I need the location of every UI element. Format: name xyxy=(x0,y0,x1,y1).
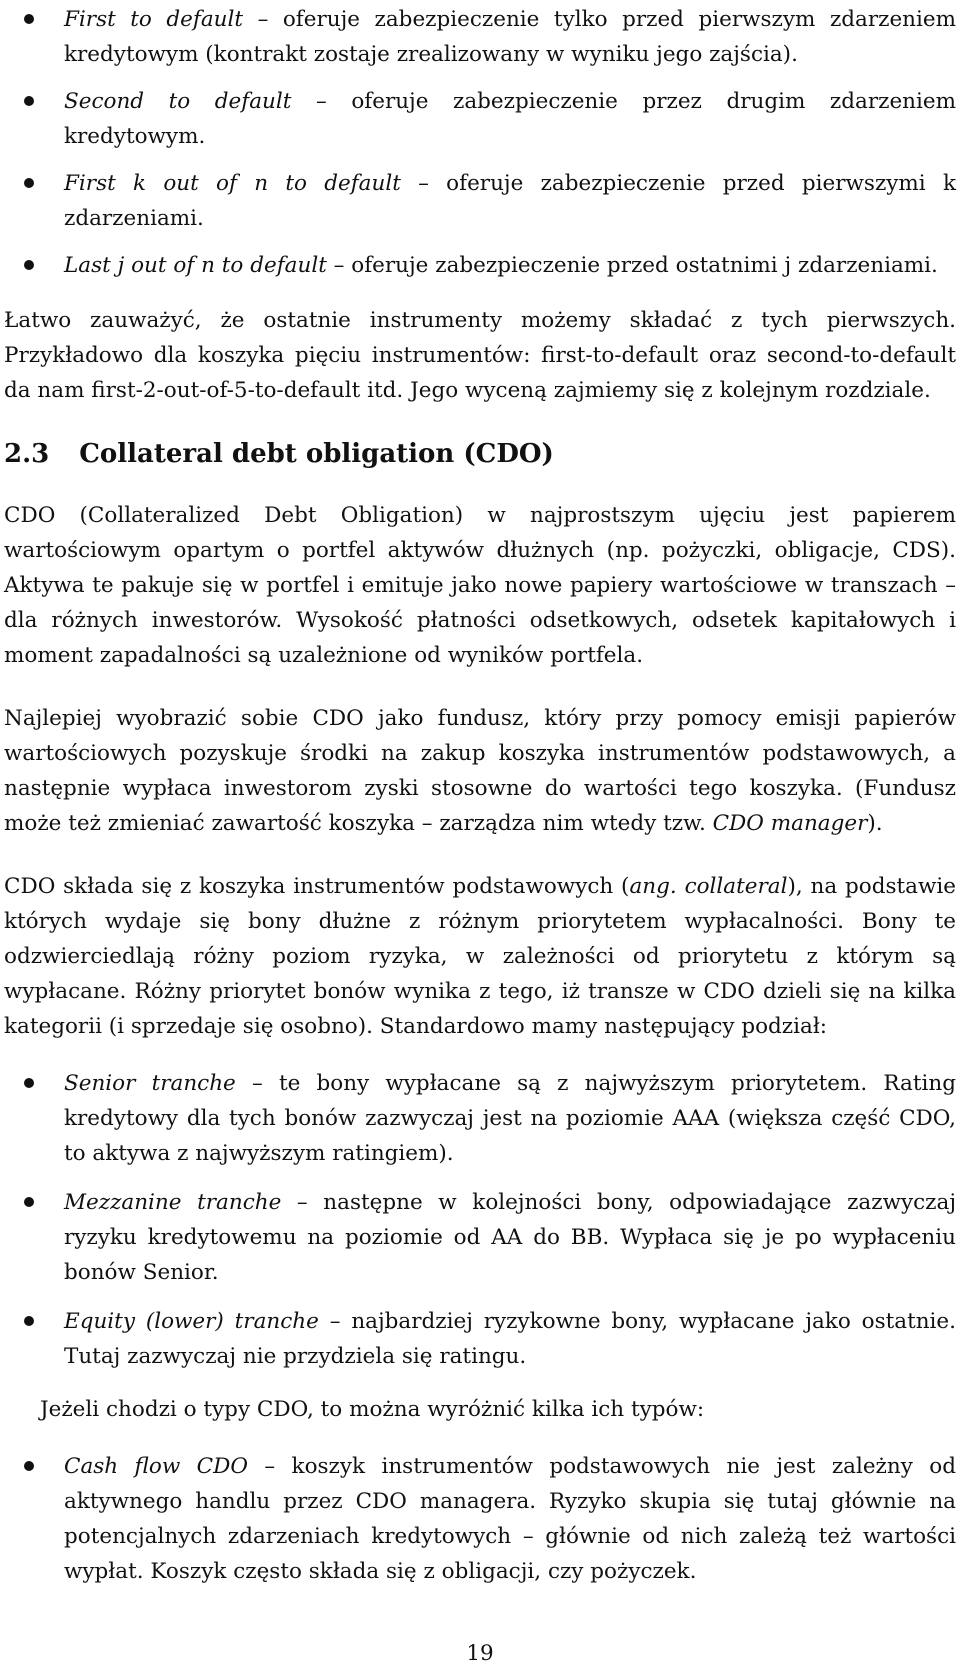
list-item xyxy=(4,1449,956,1589)
item-text: oferuje zabezpieczenie przed ostatnimi j zdarzeniami. xyxy=(351,253,938,278)
bullet-icon xyxy=(24,1461,34,1471)
paragraph-text: CDO składa się z koszyka instrumentów podstawowych ( xyxy=(4,874,630,899)
term: Senior tranche xyxy=(64,1071,236,1096)
dash: – xyxy=(291,89,352,114)
term: CDO manager xyxy=(712,811,868,836)
list-item xyxy=(4,166,956,236)
list-item xyxy=(4,1066,956,1171)
item-text: następne w kolejności bony, odpowiadające zazwyczaj ryzyku kredytowemu na poziomie od AA do BB. Wypłaca się je po wypłaceniu bonów Senior. xyxy=(64,1190,956,1285)
dash: – xyxy=(235,1071,279,1096)
list-item xyxy=(4,84,956,154)
list-item xyxy=(4,248,956,283)
dash: – xyxy=(243,7,283,32)
dash: – xyxy=(281,1190,324,1215)
paragraph-text xyxy=(677,874,685,899)
paragraph-text: ). xyxy=(867,811,883,836)
bullet-icon xyxy=(24,96,34,106)
bullet-list-basket-types xyxy=(4,2,956,283)
item-text: te bony wypłacane są z najwyższym priorytetem. Rating kredytowy dla tych bonów zazwyczaj jest na poziomie AAA (większa część CDO, to aktywa z najwyższym ratingiem). xyxy=(64,1071,957,1166)
term: Second to default xyxy=(64,89,292,114)
section-number: 2.3 xyxy=(4,439,50,469)
list-item xyxy=(4,1185,956,1290)
paragraph-cdo-types: Jeżeli chodzi o typy CDO, to można wyróżnić kilka ich typów: xyxy=(40,1397,705,1422)
section-heading xyxy=(4,436,956,472)
bullet-icon xyxy=(24,1316,34,1326)
paragraph-cdo-fund xyxy=(4,701,956,841)
dash: – xyxy=(318,1309,352,1334)
bullet-icon xyxy=(24,178,34,188)
term: collateral xyxy=(684,874,788,899)
item-text: oferuje zabezpieczenie tylko przed pierwszym zdarzeniem kredytowym (kontrakt zostaje zrealizowany w wyniku jego zajścia). xyxy=(64,7,957,67)
paragraph-text: ), na podstawie których wydaje się bony dłużne z różnym priorytetem wypłacalności. Bony te odzwierciedlają różny poziom ryzyka, w zależności od priorytetu z którym są wypłacane. Różny priorytet bonów wynika z tego, iż transze w CDO dzieli się na kilka kategorii (i sprzedaje się osobno). Standardowo mamy następujący podział: xyxy=(4,874,956,1039)
paragraph-cdo-structure xyxy=(4,869,956,1044)
term: Mezzanine tranche xyxy=(64,1190,282,1215)
term: ang. xyxy=(629,874,677,899)
item-text: najbardziej ryzykowne bony, wypłacane jako ostatnie. Tutaj zazwyczaj nie przydziela się ratingu. xyxy=(64,1309,956,1369)
bullet-icon xyxy=(24,1197,34,1207)
term: Equity (lower) tranche xyxy=(64,1309,319,1334)
dash: – xyxy=(400,171,447,196)
paragraph-intro: Łatwo zauważyć, że ostatnie instrumenty możemy składać z tych pierwszych. Przykładowo dla koszyka pięciu instrumentów: first-to-default oraz second-to-default da nam first-2-out-of-5-to-default itd. Jego wyceną zajmiemy się z kolejnym rozdziale. xyxy=(4,308,956,403)
term: First k out of n to default xyxy=(64,171,401,196)
term: Cash flow CDO xyxy=(64,1454,248,1479)
bullet-list-cdo-types xyxy=(4,1449,956,1589)
item-text: oferuje zabezpieczenie przed pierwszymi k zdarzeniami. xyxy=(64,171,956,231)
bullet-icon xyxy=(24,14,34,24)
dash: – xyxy=(247,1454,292,1479)
bullet-icon xyxy=(24,1078,34,1088)
page-number: 19 xyxy=(466,1641,494,1666)
section-title: Collateral debt obligation (CDO) xyxy=(79,439,554,469)
paragraph-text: Najlepiej wyobrazić sobie CDO jako fundusz, który przy pomocy emisji papierów wartościowych pozyskuje środki na zakup koszyka instrumentów podstawowych, a następnie wypłaca inwestorom zyski stosowne do wartości tego koszyka. (Fundusz może też zmieniać zawartość koszyka – zarządza nim wtedy tzw. xyxy=(4,706,956,836)
term: Last j out of n to default xyxy=(64,253,327,278)
item-text: oferuje zabezpieczenie przez drugim zdarzeniem kredytowym. xyxy=(64,89,956,149)
list-item xyxy=(4,1304,956,1374)
dash: – xyxy=(326,253,352,278)
bullet-icon xyxy=(24,260,34,270)
list-item xyxy=(4,2,956,72)
item-text: koszyk instrumentów podstawowych nie jest zależny od aktywnego handlu przez CDO managera. Ryzyko skupia się tutaj głównie na potencjalnych zdarzeniach kredytowych – głównie od nich zależą też wartości wypłat. Koszyk często składa się z obligacji, czy pożyczek. xyxy=(64,1454,956,1584)
bullet-list-tranches xyxy=(4,1066,956,1374)
term: First to default xyxy=(64,7,244,32)
paragraph-cdo-definition: CDO (Collateralized Debt Obligation) w najprostszym ujęciu jest papierem wartościowym opartym o portfel aktywów dłużnych (np. pożyczki, obligacje, CDS). Aktywa te pakuje się w portfel i emituje jako nowe papiery wartościowe w transzach – dla różnych inwestorów. Wysokość płatności odsetkowych, odsetek kapitałowych i moment zapadalności są uzależnione od wyników portfela. xyxy=(4,503,956,668)
